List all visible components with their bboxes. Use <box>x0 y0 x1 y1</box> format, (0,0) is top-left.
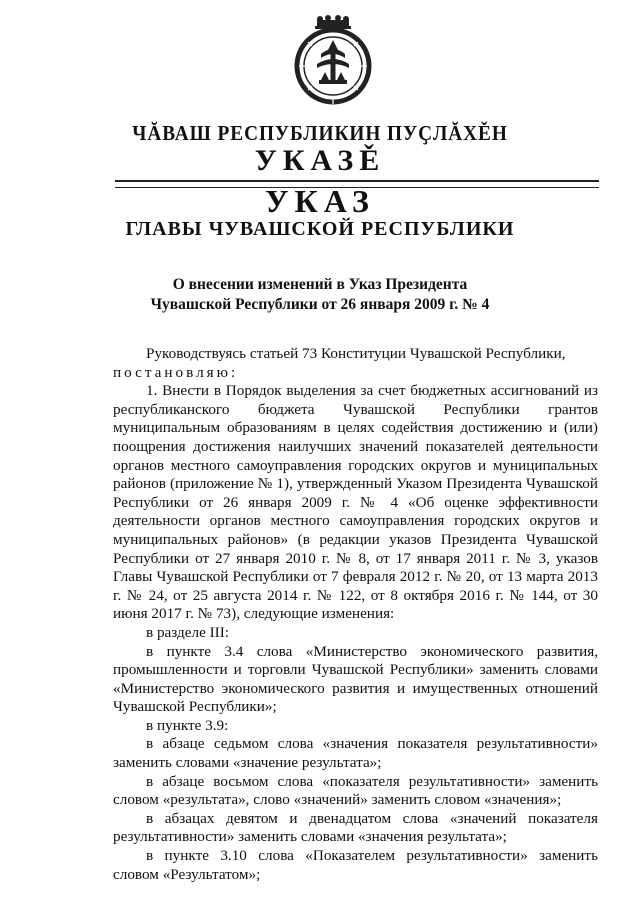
russian-header-line1: УКАЗ <box>265 183 375 219</box>
document-title <box>0 275 640 315</box>
intro-paragraph: Руководствуясь статьей 73 Конституции Чувашской Республики, <box>146 345 566 362</box>
body-paragraph: в разделе III: <box>146 623 230 641</box>
body-paragraph: в пункте 3.10 слова «Показателем результативности» заменить словом «Результатом»; <box>113 847 598 883</box>
body-paragraph: в пункте 3.9: <box>146 716 229 734</box>
body-paragraph: в абзаце седьмом слова «значения показателя результативности» заменить словами «значение результата»; <box>113 735 598 772</box>
chuvash-header-line1: ЧĂВАШ РЕСПУБЛИКИН ПУҪЛĂХĚН <box>132 121 508 145</box>
chuvash-coat-of-arms-icon <box>287 14 379 106</box>
document-title-line1: О внесении изменений в Указ Президента <box>172 276 468 293</box>
body-paragraph: в пункте 3.4 слова «Министерство экономического развития, промышленности и торговли Чувашской Республики» заменить словами «Министерство экономического развития и имущественных отношений Чувашской Республики»; <box>113 642 598 716</box>
russian-header-line2: ГЛАВЫ ЧУВАШСКОЙ РЕСПУБЛИКИ <box>125 218 515 240</box>
body-paragraph: 1. Внести в Порядок выделения за счет бюджетных ассигнований из республиканского бюджета Чувашской Республики грантов муниципальным образованиям в целях содействия достижению и (или) поощрения достижения наилучших значений показателей деятельности органов местного самоуправления городских округов и муниципальных районов (приложение № 1), утвержденный Указом Президента Чувашской Республики от 26 января 2009 г. № 4 «Об оценке эффективности деятельности органов местного самоуправления городских округов и муниципальных районов» (в редакции указов Президента Чувашской Республики от 27 января 2010 г. № 8, от 17 января 2011 г. № 3, указов Главы Чувашской Республики от 7 февраля 2012 г. № 20, от 13 марта 2013 г. № 24, от 25 августа 2014 г. № 122, от 8 октября 2016 г. № 144, от 30 июня 2017 г. № 73), следующие изменения: <box>113 382 598 623</box>
document-title-line2: Чувашской Республики от 26 января 2009 г. № 4 <box>150 296 490 313</box>
chuvash-header-line2: УКАЗĚ <box>254 144 386 177</box>
postanovlyayu-text: постановляю: <box>113 363 239 381</box>
body-paragraph: в абзаце восьмом слова «показателя результативности» заменить словом «результата», слово «значений» заменить словом «значения»; <box>113 772 598 809</box>
document-body <box>113 345 598 884</box>
body-paragraph: в абзацах девятом и двенадцатом слова «значений показателя результативности» заменить словами «значения результата»; <box>113 809 598 846</box>
